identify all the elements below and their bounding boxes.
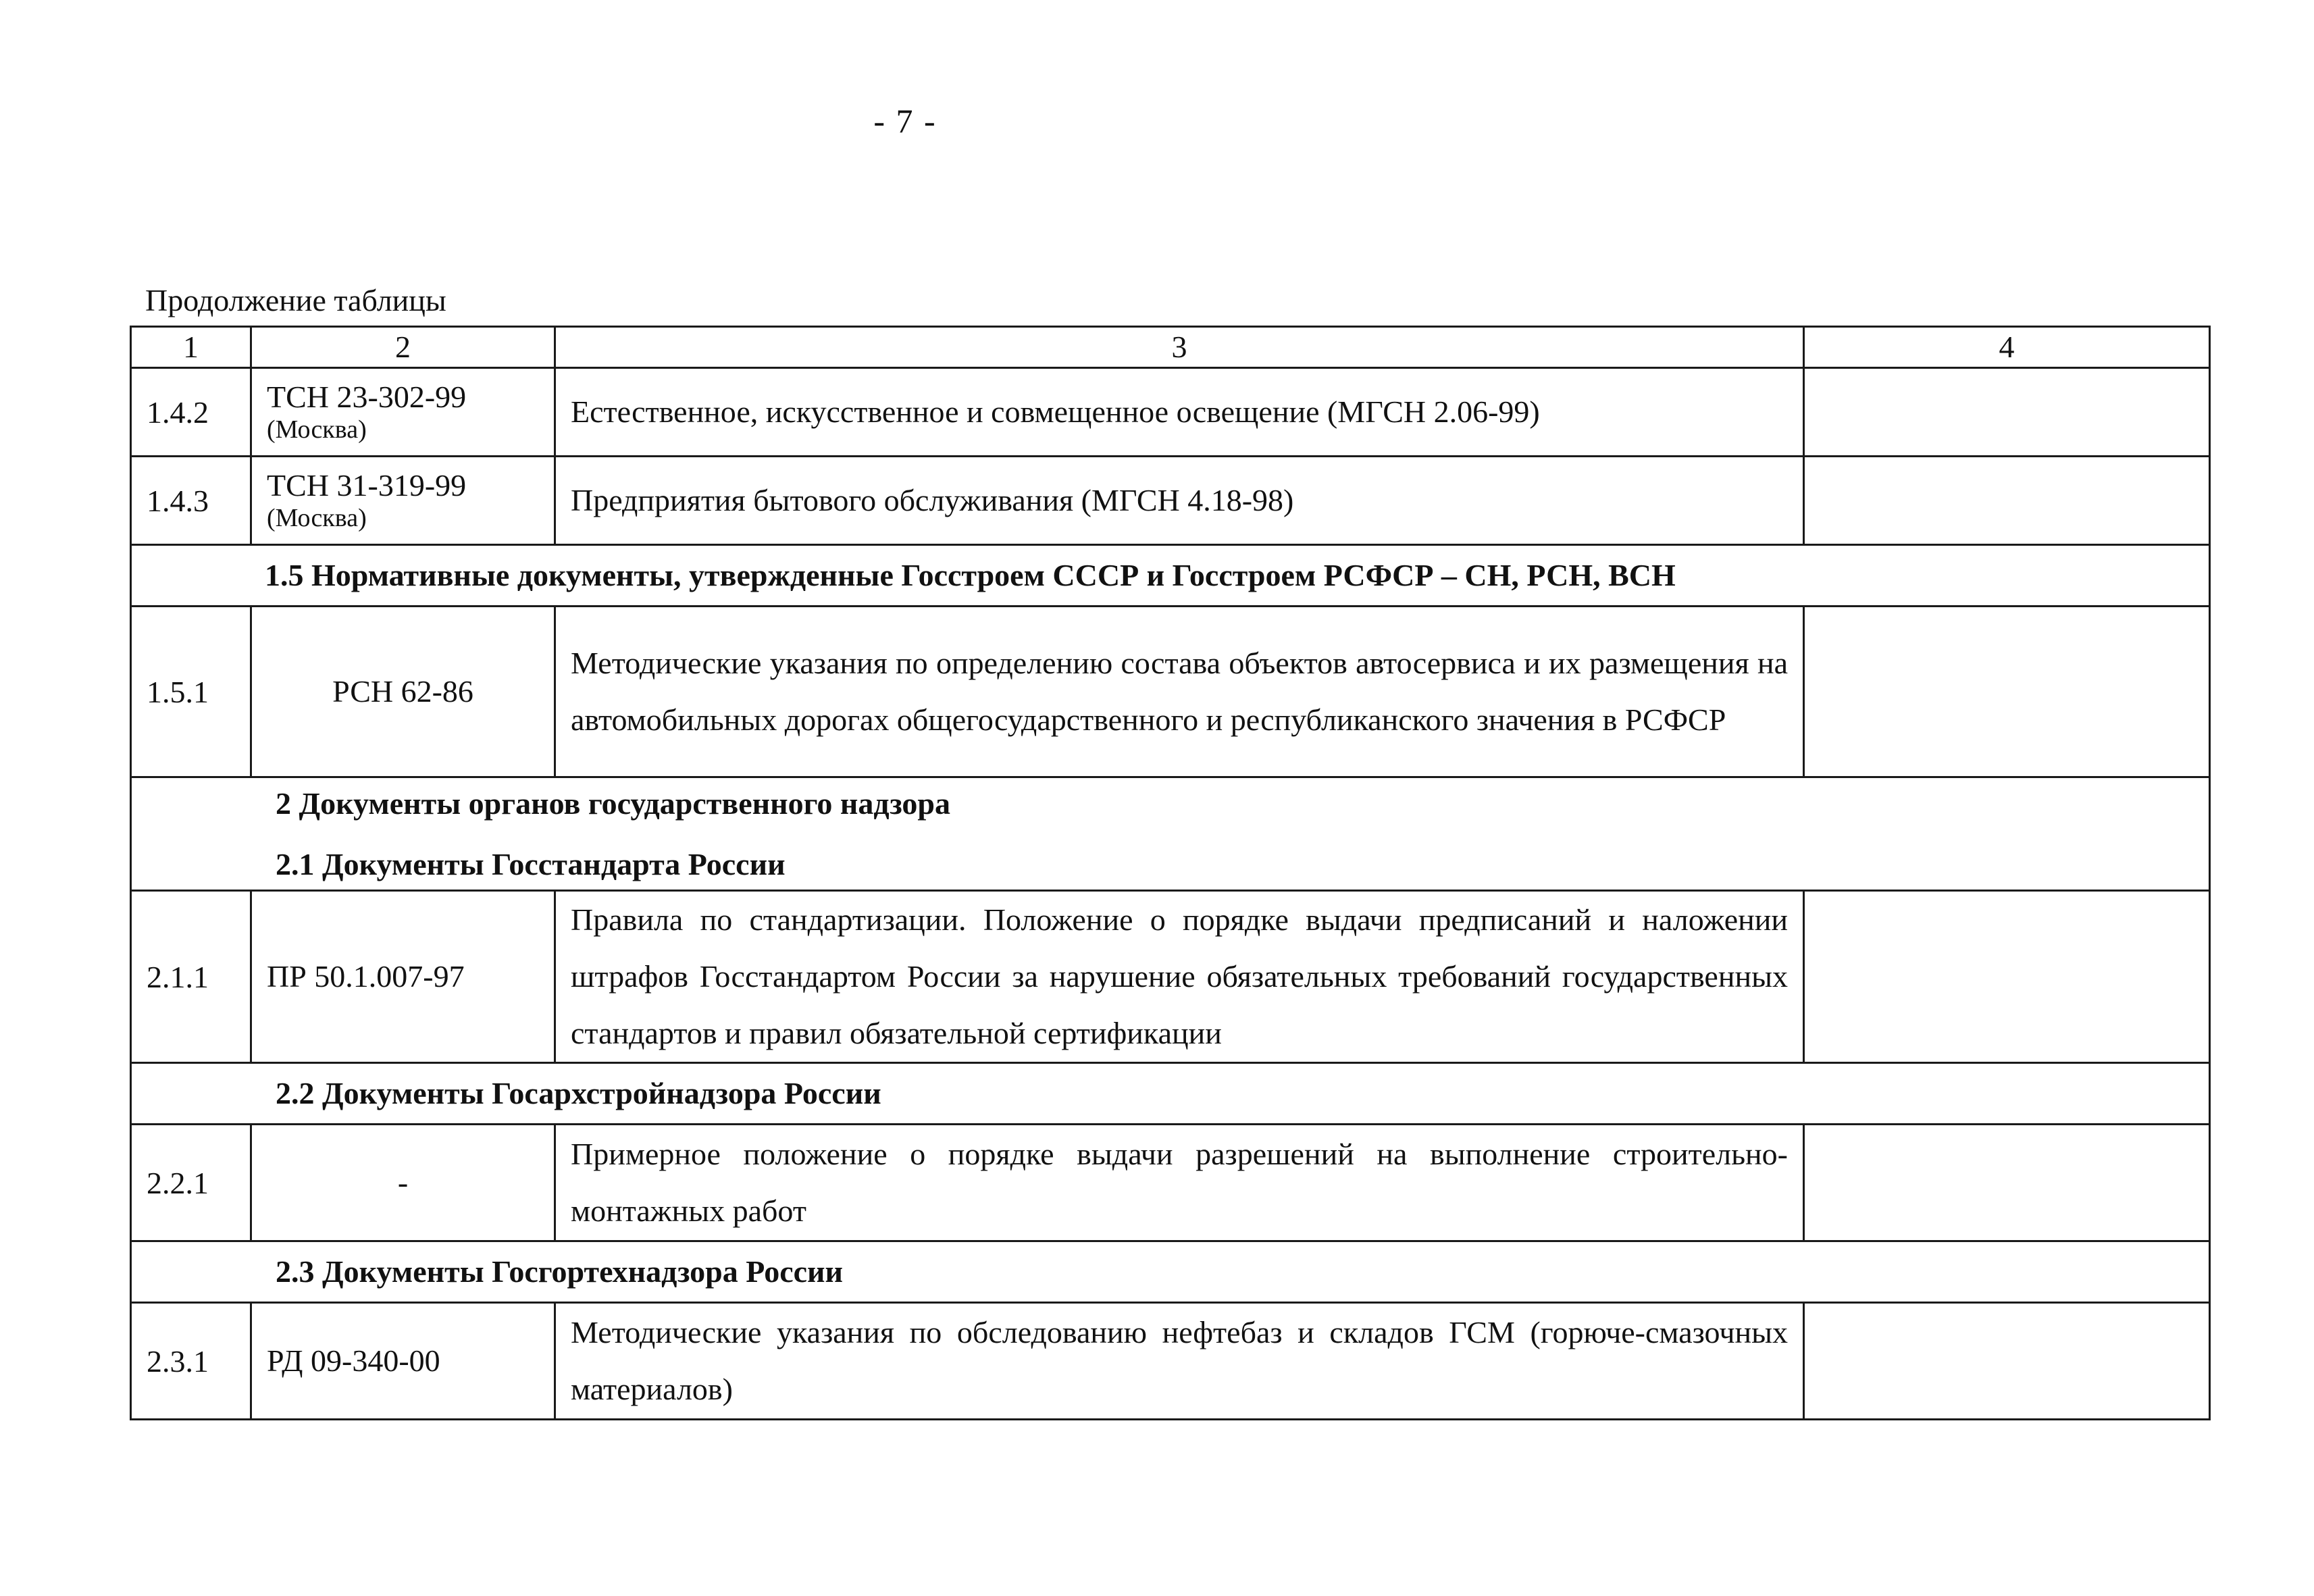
- documents-table: [130, 326, 2211, 1420]
- document-code: ТСН 23-302-99: [267, 379, 467, 414]
- document-code: ПР 50.1.007-97: [251, 891, 555, 1063]
- document-code-cell: [251, 368, 555, 457]
- section-row: [131, 1063, 2210, 1125]
- document-title: Правила по стандартизации. Положение о порядке выдачи предписаний и наложении штрафов Госстандартом России за нарушение обязательных требований государственных стандартов и правил обязательной сертификации: [555, 891, 1804, 1063]
- document-code: ТСН 31-319-99: [267, 467, 467, 503]
- remarks-cell: [1804, 368, 2210, 457]
- row-number: 1.5.1: [131, 607, 251, 777]
- column-header: 1: [131, 327, 251, 368]
- row-number: 1.4.2: [131, 368, 251, 457]
- section-row: [131, 1241, 2210, 1303]
- section-title: 2.2 Документы Госархстройнадзора России: [276, 1076, 881, 1111]
- remarks-cell: [1804, 457, 2210, 545]
- document-title: Методические указания по обследованию нефтебаз и складов ГСМ (горюче-смазочных материалов): [555, 1303, 1804, 1420]
- document-title: Естественное, искусственное и совмещенное освещение (МГСН 2.06-99): [555, 368, 1804, 457]
- section-heading: [131, 777, 2210, 891]
- row-number: 2.2.1: [131, 1125, 251, 1241]
- document-code-note: (Москва): [267, 503, 367, 532]
- table-caption: Продолжение таблицы: [145, 283, 446, 317]
- remarks-cell: [1804, 1125, 2210, 1241]
- table-row: [131, 1125, 2210, 1241]
- remarks-cell: [1804, 1303, 2210, 1420]
- row-number: 1.4.3: [131, 457, 251, 545]
- document-title: Примерное положение о порядке выдачи разрешений на выполнение строительно-монтажных работ: [555, 1125, 1804, 1241]
- row-number: 2.1.1: [131, 891, 251, 1063]
- document-title: Методические указания по определению состава объектов автосервиса и их размещения на автомобильных дорогах общегосударственного и республиканского значения в РСФСР: [555, 607, 1804, 777]
- section-heading: [131, 1063, 2210, 1125]
- section-title: 2 Документы органов государственного надзора: [276, 786, 950, 821]
- document-code-note: (Москва): [267, 415, 367, 444]
- section-row: [131, 545, 2210, 607]
- page-number: - 7 -: [873, 102, 937, 140]
- column-header: 3: [555, 327, 1804, 368]
- remarks-cell: [1804, 891, 2210, 1063]
- table-row: [131, 368, 2210, 457]
- document-title: Предприятия бытового обслуживания (МГСН 4.18-98): [555, 457, 1804, 545]
- subsection-title: 2.1 Документы Госстандарта России: [276, 846, 786, 881]
- document-code: РД 09-340-00: [251, 1303, 555, 1420]
- section-row: [131, 777, 2210, 891]
- table-row: [131, 607, 2210, 777]
- column-header: 4: [1804, 327, 2210, 368]
- table-row: [131, 457, 2210, 545]
- row-number: 2.3.1: [131, 1303, 251, 1420]
- document-code: РСН 62-86: [251, 607, 555, 777]
- section-title: 2.3 Документы Госгортехнадзора России: [276, 1254, 844, 1289]
- section-title: 1.5 Нормативные документы, утвержденные Госстроем СССР и Госстроем РСФСР – СН, РСН, ВСН: [265, 558, 1676, 593]
- table-row: [131, 1303, 2210, 1420]
- remarks-cell: [1804, 607, 2210, 777]
- section-heading: [131, 1241, 2210, 1303]
- table-row: [131, 891, 2210, 1063]
- table-header-row: [131, 327, 2210, 368]
- document-code: -: [251, 1125, 555, 1241]
- section-heading: [131, 545, 2210, 607]
- document-code-cell: [251, 457, 555, 545]
- column-header: 2: [251, 327, 555, 368]
